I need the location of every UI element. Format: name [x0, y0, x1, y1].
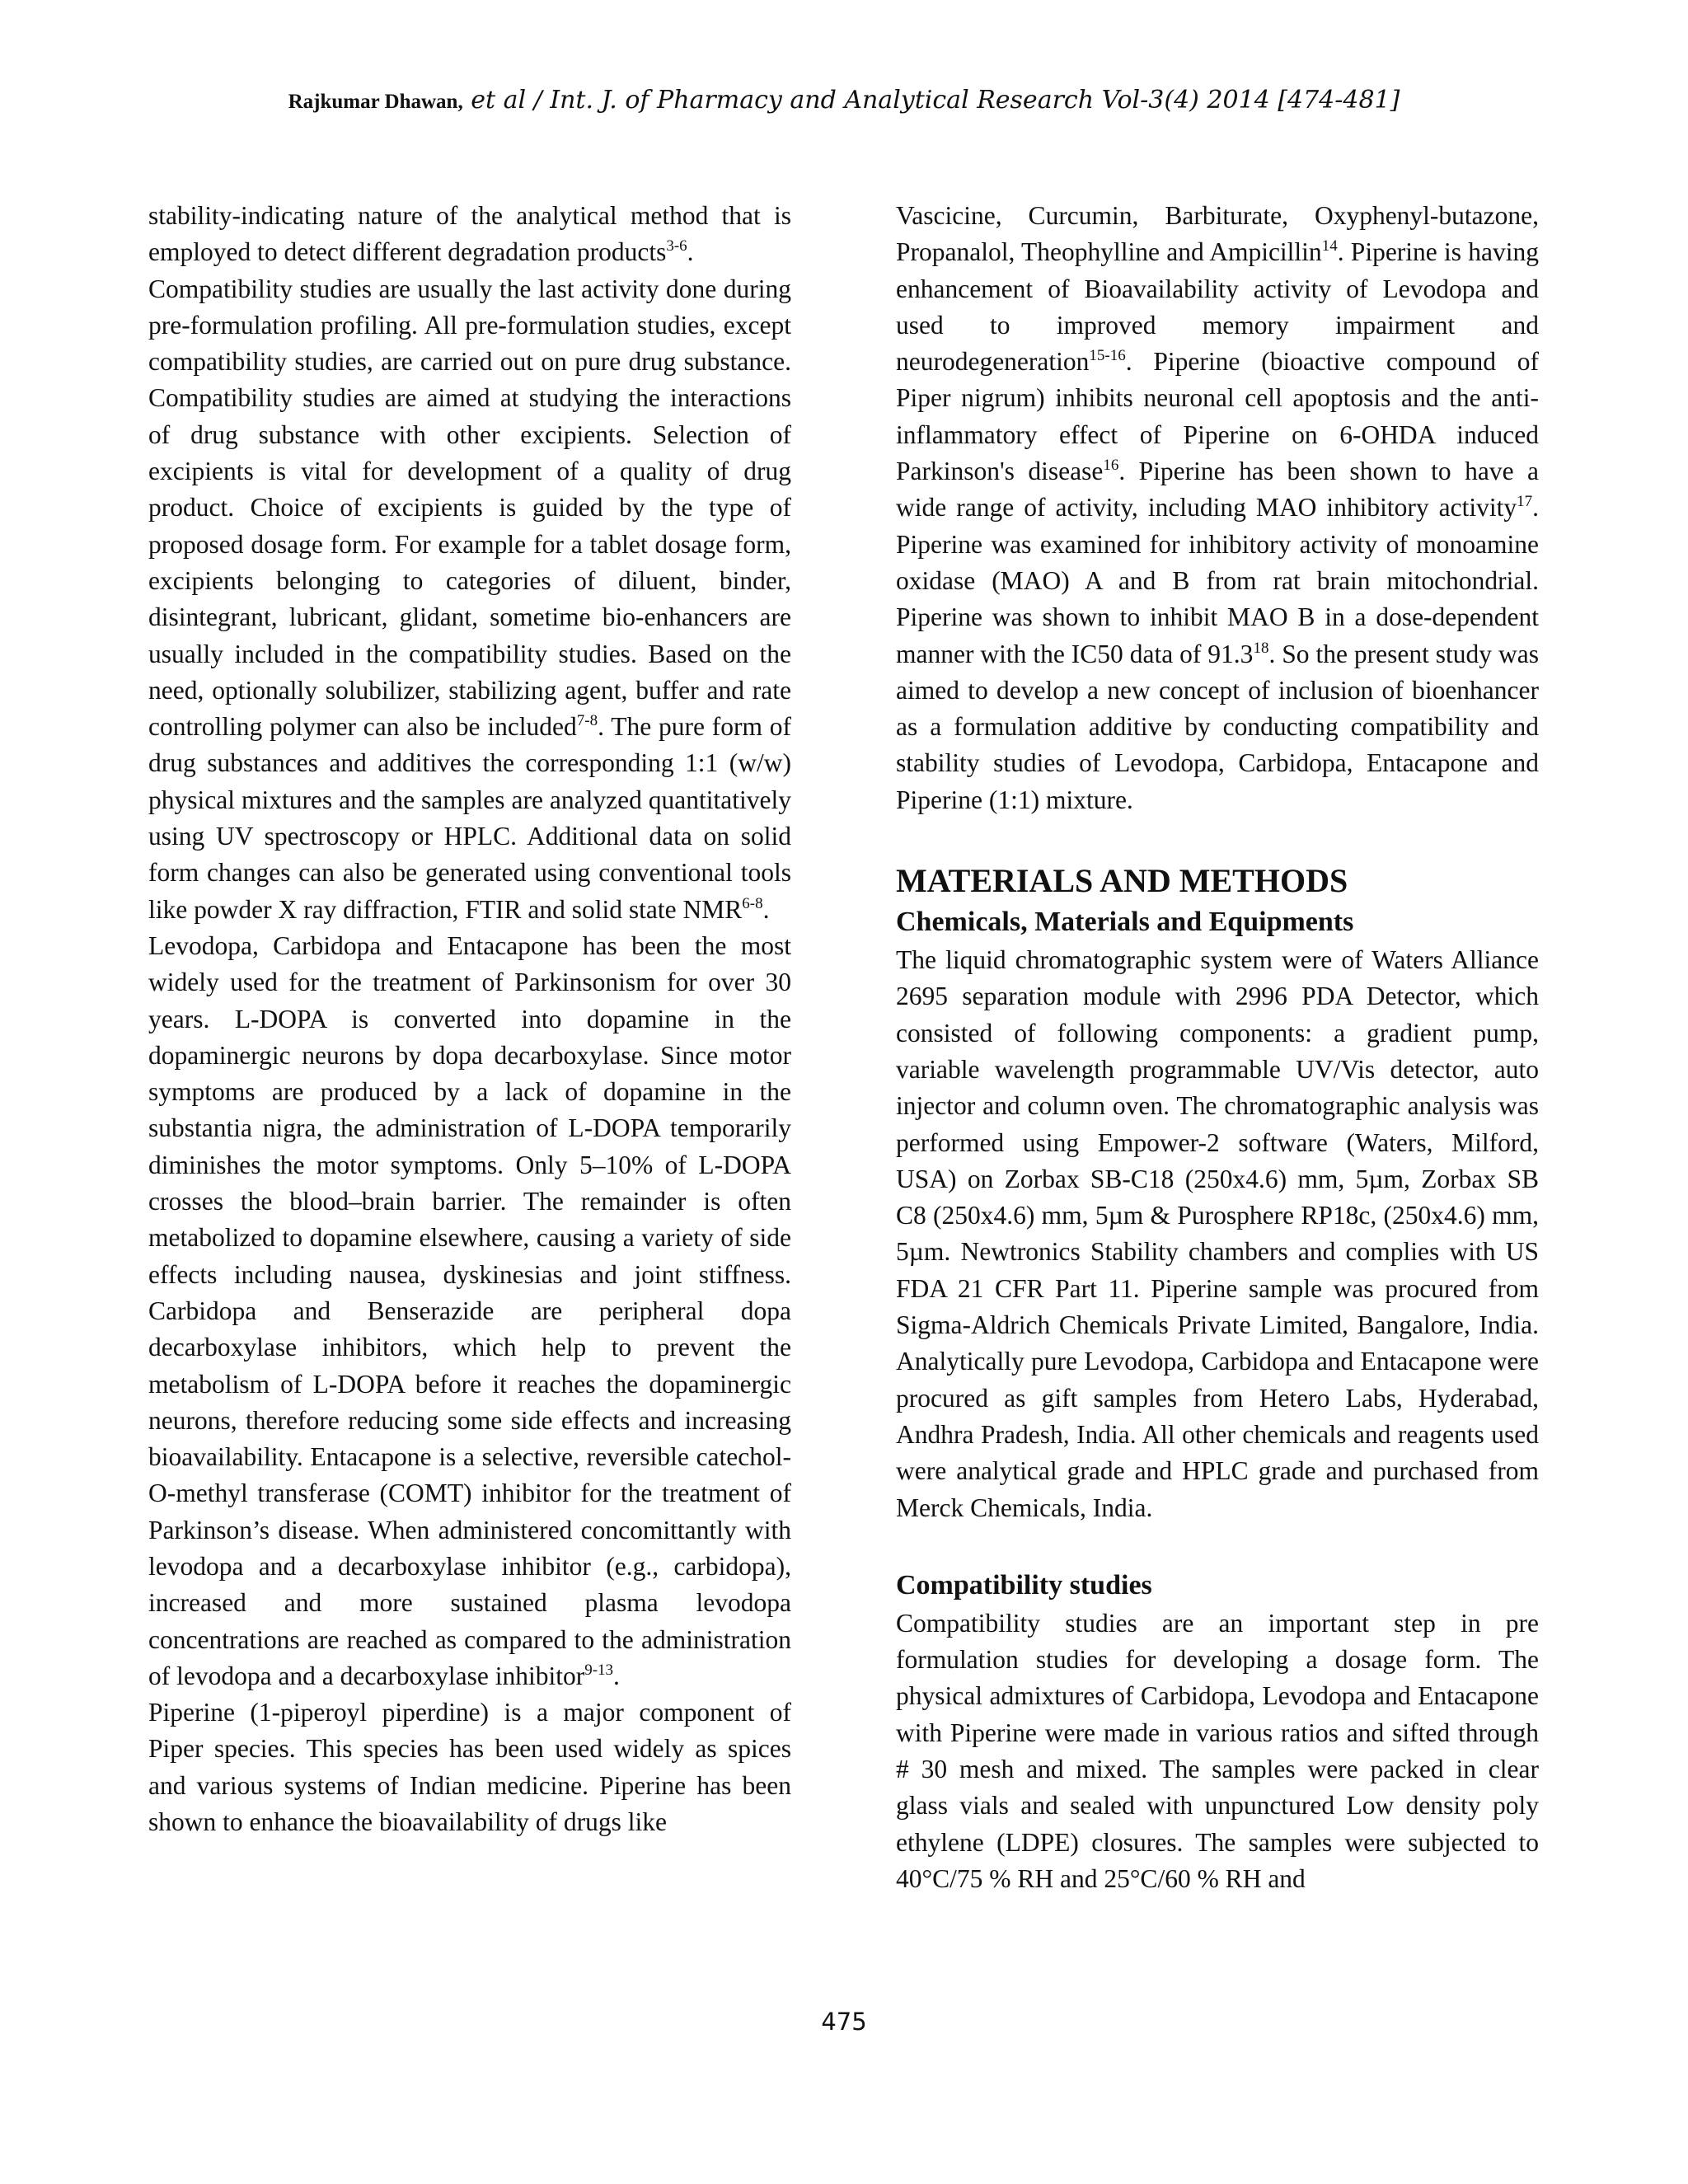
left-paragraph-2: Compatibility studies are usually the last activity done during pre-formulation profiling. All pre-formulation studies, except compatibility studies, are carried out on pure drug substance. Compatibility studies are aimed at studying the interactions of drug substance with other excipients. Selection of excipients is vital for development of a quality of drug product. Choice of excipients is guided by the type of proposed dosage form. For example for a tablet dosage form, excipients belonging to categories of diluent, binder, disintegrant, lubricant, glidant, sometime bio-enhancers are usually included in the compatibility studies. Based on the need, optionally solubilizer, stabilizing agent, buffer and rate controlling polymer can also be included$^{7-8}$. The pure form of drug substances and additives the corresponding 1:1 (w/w) physical mixtures and the samples are analyzed quantitatively using UV spectroscopy or HPLC. Additional data on solid form changes can also be generated using conventional tools like powder X ray diffraction, FTIR and solid state NMR$^{6-8}$. [148, 274, 791, 924]
citation: 17 [1517, 493, 1533, 511]
compatibility-heading: Compatibility studies [896, 1569, 1152, 1601]
citation: 3-6 [666, 237, 687, 255]
citation: 7-8 [576, 712, 598, 730]
left-paragraph-1: stability-indicating nature of the analytical method that is employed to detect different degradation products$^{3-6}$. [148, 201, 791, 267]
header-journal: et al / Int. J. of Pharmacy and Analytical Research Vol-3(4) 2014 [474-481] [462, 86, 1400, 115]
materials-methods-heading: MATERIALS AND METHODS [896, 862, 1348, 900]
citation: 15-16 [1089, 347, 1126, 365]
header-author: Rajkumar Dhawan, [288, 91, 463, 113]
left-paragraph-4: Piperine (1-piperoyl piperdine) is a major component of Piper species. This species has been used widely as spices and various systems of Indian medicine. Piperine has been shown to enhance the bioavailability of drugs like [148, 1698, 791, 1837]
citation: 9-13 [584, 1661, 614, 1679]
right-column [896, 198, 1539, 1897]
running-header [0, 86, 1688, 115]
citation: 6-8 [742, 894, 763, 912]
chemicals-heading: Chemicals, Materials and Equipments [896, 907, 1354, 938]
right-paragraph-1: Vascicine, Curcumin, Barbiturate, Oxyphenyl-butazone, Propanalol, Theophylline and Ampicillin$^{14}$. Piperine is having enhancement of Bioavailability activity of Levodopa and used to improved memory impairment and neurodegeneration$^{15-16}$. Piperine (bioactive compound of Piper nigrum) inhibits neuronal cell apoptosis and the anti-inflammatory effect of Piperine on 6-OHDA induced Parkinson's disease$^{16}$. Piperine has been shown to have a wide range of activity, including MAO inhibitory activity$^{17}$. Piperine was examined for inhibitory activity of monoamine oxidase (MAO) A and B from rat brain mitochondrial. Piperine was shown to inhibit MAO B in a dose-dependent manner with the IC50 data of 91.3$^{18}$. So the present study was aimed to develop a new concept of inclusion of bioenhancer as a formulation additive by conducting compatibility and stability studies of Levodopa, Carbidopa, Entacapone and Piperine (1:1) mixture. [896, 201, 1539, 814]
citation: 14 [1321, 237, 1338, 255]
left-paragraph-3: Levodopa, Carbidopa and Entacapone has been the most widely used for the treatment of Parkinsonism for over 30 years. L-DOPA is converted into dopamine in the dopaminergic neurons by dopa decarboxylase. Since motor symptoms are produced by a lack of dopamine in the substantia nigra, the administration of L-DOPA temporarily diminishes the motor symptoms. Only 5–10% of L-DOPA crosses the blood–brain barrier. The remainder is often metabolized to dopamine elsewhere, causing a variety of side effects including nausea, dyskinesias and joint stiffness. Carbidopa and Benserazide are peripheral dopa decarboxylase inhibitors, which help to prevent the metabolism of L-DOPA before it reaches the dopaminergic neurons, therefore reducing some side effects and increasing bioavailability. Entacapone is a selective, reversible catechol-O-methyl transferase (COMT) inhibitor for the treatment of Parkinson’s disease. When administered concomittantly with levodopa and a decarboxylase inhibitor (e.g., carbidopa), increased and more sustained plasma levodopa concentrations are reached as compared to the administration of levodopa and a decarboxylase inhibitor$^{9-13}$. [148, 930, 791, 1690]
compatibility-paragraph: Compatibility studies are an important step in pre formulation studies for developing a dosage form. The physical admixtures of Carbidopa, Levodopa and Entacapone with Piperine were made in various ratios and sifted through # 30 mesh and mixed. The samples were packed in clear glass vials and sealed with unpunctured Low density poly ethylene (LDPE) closures. The samples were subjected to 40°C/75 % RH and 25°C/60 % RH and [896, 1608, 1539, 1893]
citation: 16 [1103, 457, 1119, 475]
chemicals-paragraph: The liquid chromatographic system were of Waters Alliance 2695 separation module with 2996 PDA Detector, which consisted of following components: a gradient pump, variable wavelength programmable UV/Vis detector, auto injector and column oven. The chromatographic analysis was performed using Empower-2 software (Waters, Milford, USA) on Zorbax SB-C18 (250x4.6) mm, 5µm, Zorbax SB C8 (250x4.6) mm, 5µm & Purosphere RP18c, (250x4.6) mm, 5µm. Newtronics Stability chambers and complies with US FDA 21 CFR Part 11. Piperine sample was procured from Sigma-Aldrich Chemicals Private Limited, Bangalore, India. Analytically pure Levodopa, Carbidopa and Entacapone were procured as gift samples from Hetero Labs, Hyderabad, Andhra Pradesh, India. All other chemicals and reagents used were analytical grade and HPLC grade and purchased from Merck Chemicals, India. [896, 945, 1539, 1522]
left-column [148, 198, 791, 1840]
page-number: 475 [821, 2008, 867, 2036]
citation: 18 [1253, 639, 1269, 657]
